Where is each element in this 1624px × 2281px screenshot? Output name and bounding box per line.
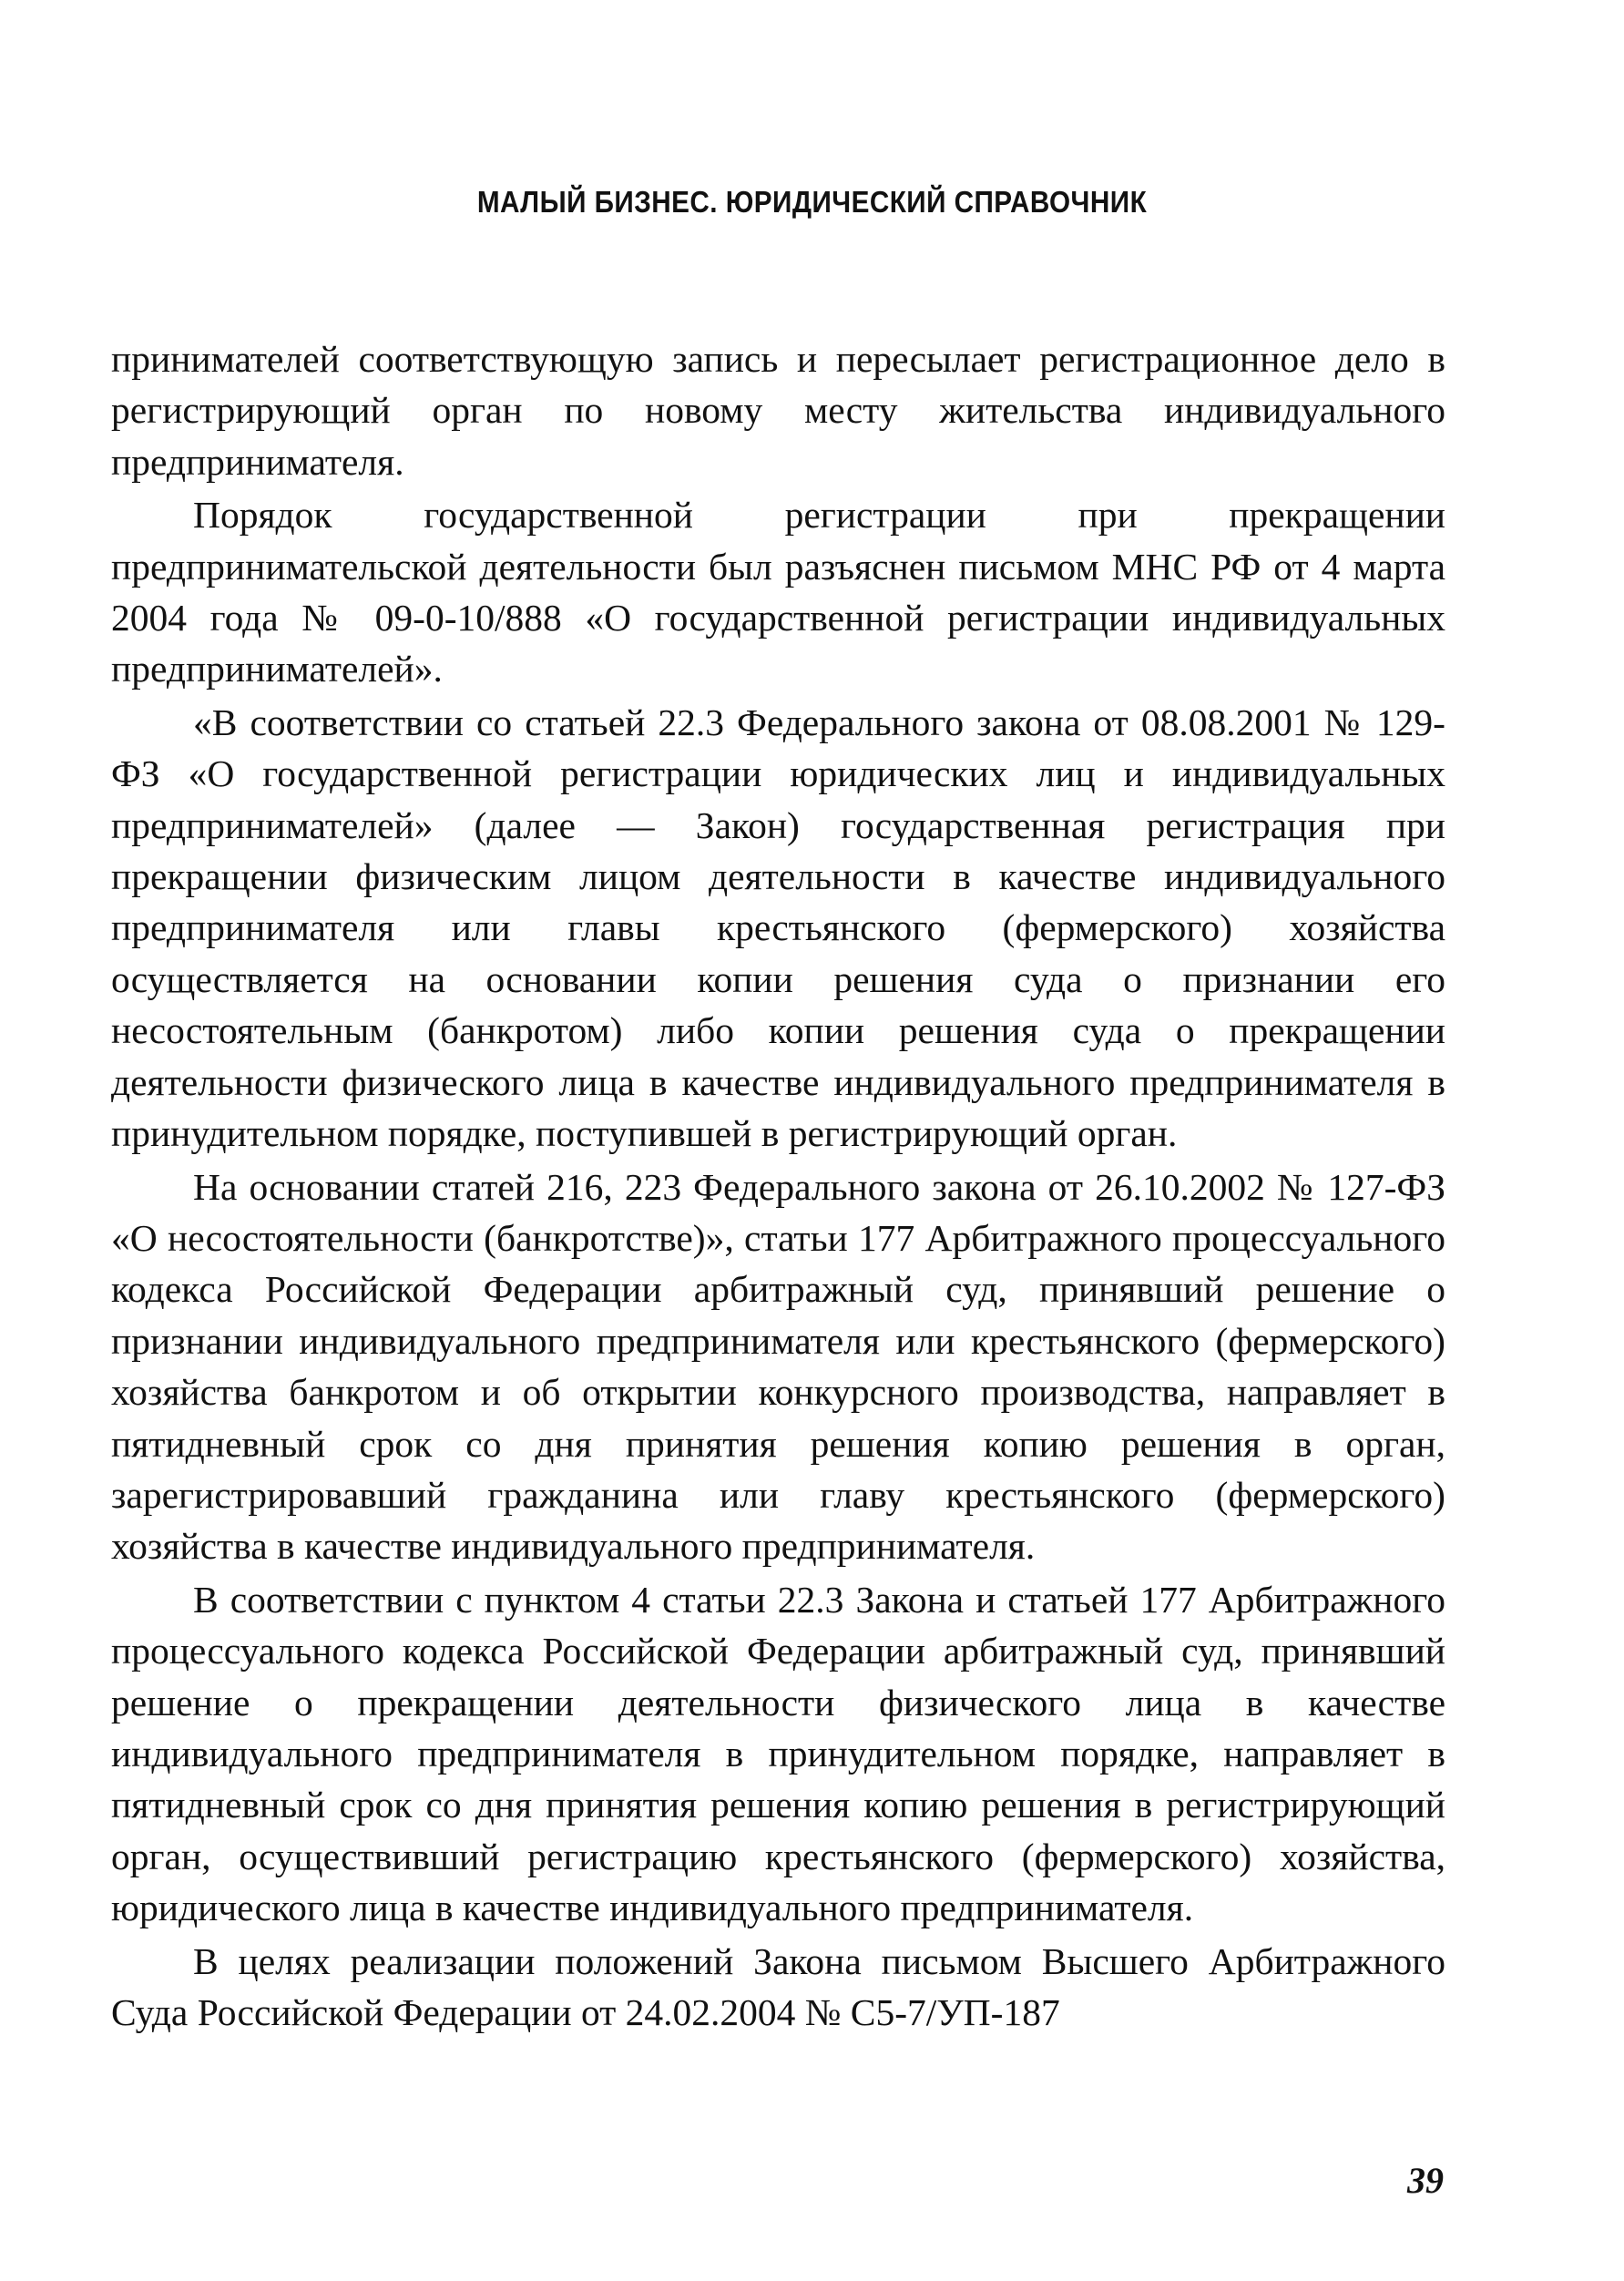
paragraph-continuation: принимателей соответствующую запись и пересылает регистрационное дело в регистрирующий орган по новому месту жительства индивидуального предпринимателя. (111, 338, 1445, 483)
paragraph-registration-order: Порядок государственной регистрации при прекращении предпринимательской деятельности был разъяснен письмом МНС РФ от 4 марта 2004 года № 09-0-10/888 «О государственной регистрации индивидуальных предпринимателей». (111, 494, 1445, 690)
paragraph-law-129: «В соответствии со статьей 22.3 Федерального закона от 08.08.2001 № 129-ФЗ «О государственной регистрации юридических лиц и индивидуальных предпринимателей» (далее — Закон) государственная регистрация при прекращении физическим лицом деятельности в качестве индивидуального предпринимателя или главы крестьянского (фермерского) хозяйства осуществляется на основании копии решения суда о признании его несостоятельным (банкротом) либо копии решения суда о прекращении деятельности физического лица в качестве индивидуального предпринимателя в принудительном порядке, поступившей в регистрирующий орган. (111, 701, 1445, 1155)
running-header: МАЛЫЙ БИЗНЕС. ЮРИДИЧЕСКИЙ СПРАВОЧНИК (476, 185, 1148, 219)
page-number: 39 (1407, 2160, 1444, 2201)
paragraph-article-22-3: В соответствии с пунктом 4 статьи 22.3 Закона и статьей 177 Арбитражного процессуального кодекса Российской Федерации арбитражный суд, принявший решение о прекращении деятельности физического лица в качестве индивидуального предпринимателя в принудительном порядке, направляет в пятидневный срок со дня принятия решения копию решения в регистрирующий орган, осуществивший регистрацию крестьянского (фермерского) хозяйства, юридического лица в качестве индивидуального предпринимателя. (111, 1578, 1445, 1929)
body-text (111, 333, 1445, 2040)
paragraph-supreme-arbitration-letter: В целях реализации положений Закона письмом Высшего Арбитражного Суда Российской Федерации от 24.02.2004 № С5-7/УП-187 (111, 1939, 1445, 2033)
paragraph-law-127: На основании статей 216, 223 Федерального закона от 26.10.2002 № 127-ФЗ «О несостоятельности (банкротстве)», статьи 177 Арбитражного процессуального кодекса Российской Федерации арбитражный суд, принявший решение о признании индивидуального предпринимателя или крестьянского (фермерского) хозяйства банкротом и об открытии конкурсного производства, направляет в пятидневный срок со дня принятия решения копию решения в орган, зарегистрировавший гражданина или главу крестьянского (фермерского) хозяйства в качестве индивидуального предпринимателя. (111, 1165, 1445, 1568)
